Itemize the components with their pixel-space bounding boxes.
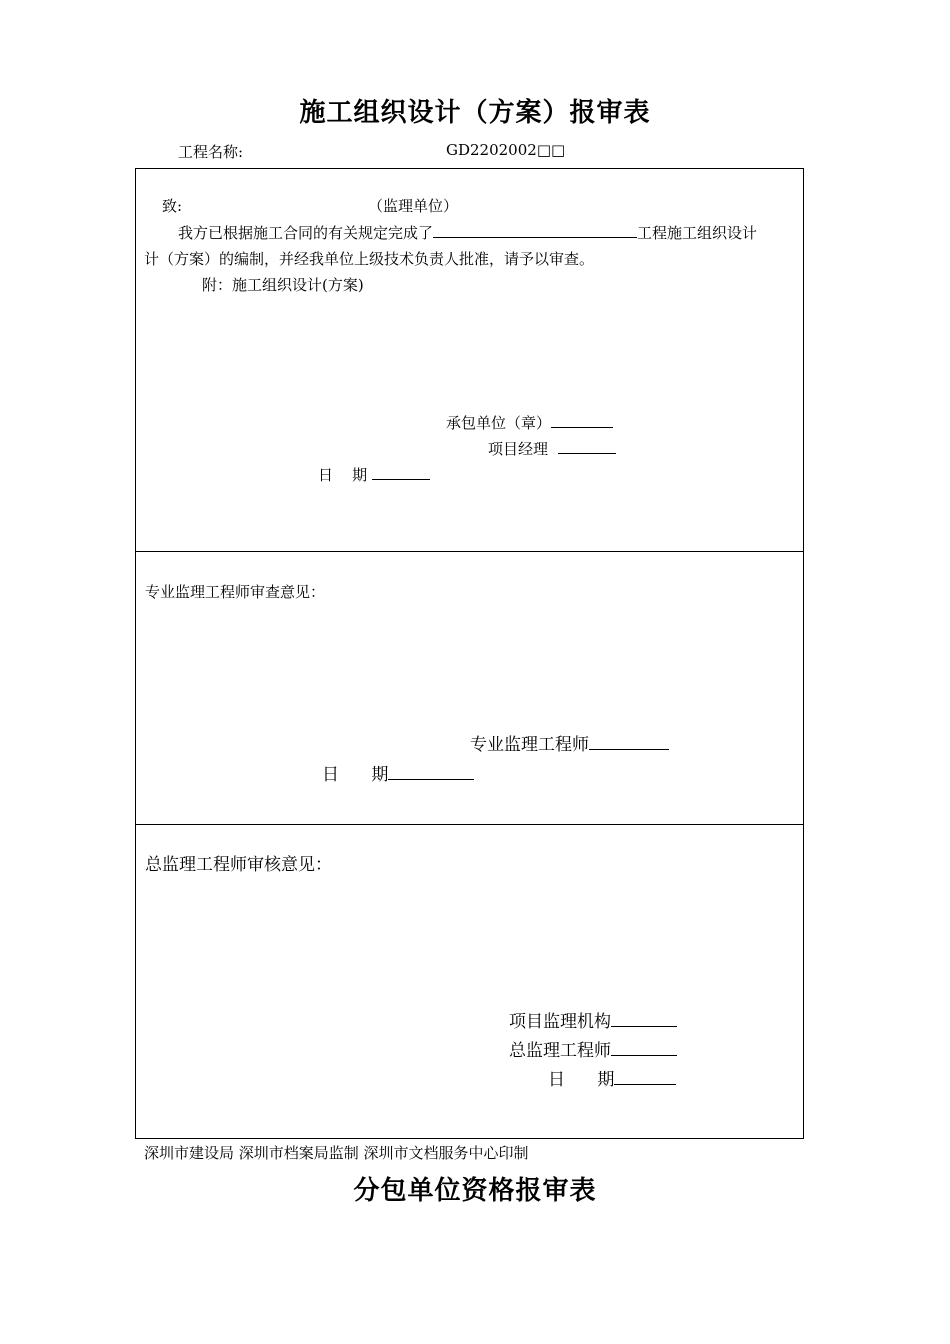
- section2-date: [322, 762, 474, 789]
- chief-signature: [509, 1038, 677, 1065]
- body-text-part2: 工程施工组织设计: [637, 224, 758, 242]
- body-text-part1: 我方已根据施工合同的有关规定完成了: [178, 224, 434, 242]
- pm-label: 项目经理: [488, 440, 549, 458]
- contractor-blank[interactable]: [551, 413, 613, 428]
- section2-heading: 专业监理工程师审查意见：: [145, 583, 326, 601]
- attachment-line: 附：施工组织设计(方案): [202, 276, 364, 294]
- pm-blank[interactable]: [558, 439, 616, 454]
- footer-text: 深圳市建设局 深圳市档案局监制 深圳市文档服务中心印制: [144, 1144, 529, 1162]
- org-signature: [509, 1009, 677, 1036]
- pm-signature: [488, 436, 616, 463]
- contractor-label: 承包单位（章）: [446, 414, 552, 432]
- body-line-1: [178, 220, 757, 247]
- specialist-blank[interactable]: [589, 735, 669, 750]
- form-code: GD2202002□□: [446, 141, 566, 159]
- chief-review-section: [136, 825, 803, 1138]
- specialist-signature: [470, 732, 669, 759]
- section3-date: [548, 1067, 676, 1094]
- specialist-review-section: [136, 552, 803, 825]
- chief-blank[interactable]: [611, 1041, 677, 1056]
- submission-section: [136, 169, 803, 552]
- second-form-title: 分包单位资格报审表: [353, 1176, 597, 1206]
- specialist-label: 专业监理工程师: [470, 735, 589, 755]
- date-blank[interactable]: [372, 465, 430, 480]
- project-name-blank[interactable]: [433, 223, 637, 238]
- to-label: 致:: [162, 197, 183, 215]
- form-table: [135, 168, 804, 1139]
- section3-date-label: 日 期: [548, 1070, 615, 1090]
- project-name-label: 工程名称:: [178, 143, 244, 161]
- contractor-signature: [446, 410, 613, 437]
- date-line: [318, 462, 430, 489]
- body-line-2: 计（方案）的编制，并经我单位上级技术负责人批准，请予以审查。: [144, 250, 595, 268]
- org-label: 项目监理机构: [509, 1012, 611, 1032]
- supervisor-unit-label: （监理单位）: [368, 197, 459, 215]
- chief-label: 总监理工程师: [509, 1041, 611, 1061]
- section2-date-label: 日 期: [322, 765, 389, 785]
- org-blank[interactable]: [611, 1012, 677, 1027]
- section3-heading: 总监理工程师审核意见：: [145, 855, 332, 875]
- page-title: 施工组织设计（方案）报审表: [299, 98, 651, 128]
- section2-date-blank[interactable]: [388, 765, 474, 780]
- date-label: 日 期: [318, 466, 368, 484]
- section3-date-blank[interactable]: [614, 1070, 676, 1085]
